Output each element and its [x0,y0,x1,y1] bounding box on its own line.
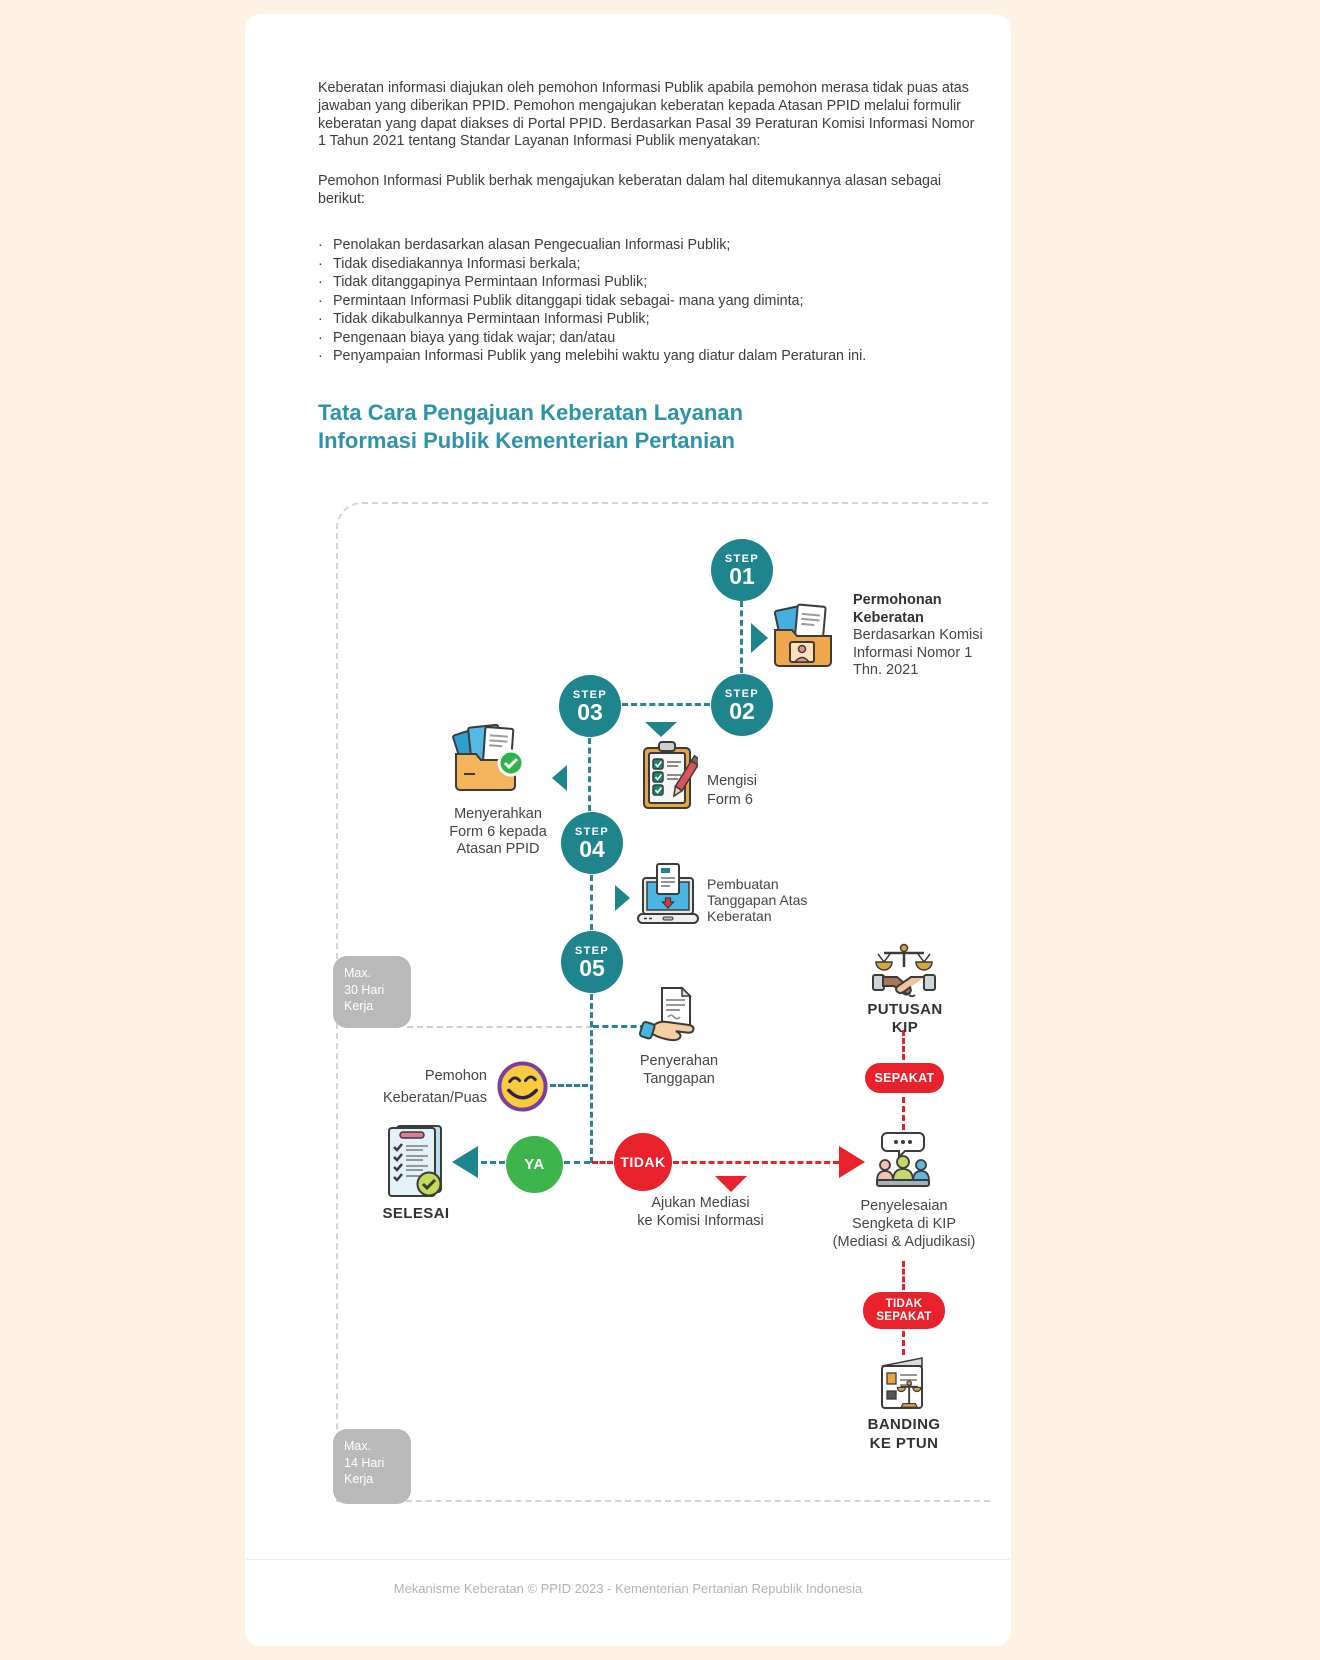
arrow-down-red-icon [715,1176,747,1192]
arrow-left-icon [452,1146,478,1178]
folder-documents-icon [770,602,836,670]
label-permohonan-keberatan: Permohonan Keberatan Berdasarkan Komisi Informasi Nomor 1 Thn. 2021 [853,592,983,678]
reason-list [318,236,986,366]
laptop-document-icon [636,862,700,928]
arrow-right-icon [751,623,768,653]
page-title [318,399,743,455]
mediation-meeting-icon [871,1131,935,1193]
duration-badge-14days: Max. 14 Hari Kerja [333,1429,411,1504]
bullet-icon: · [318,311,323,327]
bullet-icon: · [318,348,323,364]
step-circle-01: STEP 01 [711,539,773,601]
label-penyerahan-tanggapan: Penyerahan Tanggapan [639,1053,719,1087]
page-title-line2: Informasi Publik Kementerian Pertanian [318,428,735,453]
arrow-left-icon [552,765,567,791]
arrow-down-icon [645,722,677,737]
status-badge-tidak-sepakat: TIDAK SEPAKAT [863,1292,945,1329]
list-item: · Permintaan Informasi Publik ditanggapi tidak sebagai- mana yang diminta; [318,292,804,309]
label-penyelesaian-sengketa: Penyelesaian Sengketa di KIP (Mediasi & Adjudikasi) [832,1198,976,1250]
step-circle-04: STEP 04 [561,812,623,874]
decision-tidak: TIDAK [614,1133,672,1191]
connector-tidaksepakat-banding [902,1331,905,1355]
connector-sepakat-penyelesaian [902,1097,905,1130]
connector-step3-step2 [622,703,710,706]
label-putusan-kip: PUTUSAN KIP [867,1001,943,1036]
connector-tidak-right [673,1161,839,1164]
legal-document-scales-icon [872,1354,934,1414]
bullet-icon: · [318,329,323,346]
list-item: · Tidak disediakannya Informasi berkala; [318,255,581,272]
clipboard-checklist-icon [640,740,698,812]
connector-step1-step2 [740,601,743,673]
bullet-icon: · [318,255,323,272]
step-circle-03: STEP 03 [559,675,621,737]
step-circle-02: STEP 02 [711,674,773,736]
intro-paragraph-1: Keberatan informasi diajukan oleh pemohon Informasi Publik apabila pemohon merasa tidak puas atas jawaban yang diberikan PPID. Pemohon mengajukan keberatan kepada Atasan PPID melalui formulir keberatan yang dapat diakses di Portal PPID. Berdasarkan Pasal 39 Peraturan Komisi Informasi Nomor 1 Tahun 2021 tentang Standar Layanan Informasi Publik menyatakan: [318,80,975,150]
label-pemohon-puas: Pemohon Keberatan/Puas [383,1068,487,1106]
page-title-line1: Tata Cara Pengajuan Keberatan Layanan [318,400,744,425]
arrow-right-red-icon [839,1146,865,1178]
footer-divider [246,1559,1010,1560]
connector-step5-decision [590,994,593,1163]
connector-ya-right [564,1161,590,1164]
step-circle-05: STEP 05 [561,931,623,993]
label-mengisi-form: Mengisi Form 6 [707,773,757,808]
scales-handshake-icon [871,943,937,1005]
arrow-right-icon [615,885,630,911]
connector-tidak-left [592,1161,613,1164]
list-item: · Tidak dikabulkannya Permintaan Informasi Publik; [318,311,650,327]
connector-penyelesaian-tidaksepakat [902,1261,905,1290]
bullet-icon: · [318,237,323,253]
list-item: · Pengenaan biaya yang tidak wajar; dan/atau [318,329,616,346]
smiley-face-icon [496,1060,549,1113]
section-divider-line [407,1026,592,1028]
decision-ya: YA [506,1136,563,1193]
label-menyerahkan-form: Menyerahkan Form 6 kepada Atasan PPID [449,806,547,857]
intro-paragraph-2: Pemohon Informasi Publik berhak mengajukan keberatan dalam hal ditemukannya alasan sebagai berikut: [318,173,942,207]
submit-folder-check-icon [444,720,534,806]
bullet-icon: · [318,292,323,309]
connector-step3-step4 [588,738,591,811]
label-banding-ptun: BANDING KE PTUN [867,1416,941,1452]
label-ajukan-mediasi: Ajukan Mediasi ke Komisi Informasi [637,1195,764,1229]
list-item: · Penyampaian Informasi Publik yang melebihi waktu yang diatur dalam Peraturan ini. [318,348,867,364]
list-item: · Tidak ditanggapinya Permintaan Informasi Publik; [318,274,648,290]
duration-badge-30days: Max. 30 Hari Kerja [333,956,411,1028]
status-badge-sepakat: SEPAKAT [865,1063,944,1093]
connector-smiley [550,1084,588,1087]
label-selesai: SELESAI [382,1205,450,1222]
connector-ya-left [481,1161,505,1164]
bullet-icon: · [318,274,323,290]
connector-step4-step5 [590,875,593,930]
label-pembuatan-tanggapan: Pembuatan Tanggapan Atas Keberatan [707,876,808,924]
checklist-complete-icon [383,1122,447,1200]
hand-document-icon [638,986,700,1046]
list-item: · Penolakan berdasarkan alasan Pengecualian Informasi Publik; [318,237,731,253]
footer-text: Mekanisme Keberatan © PPID 2023 - Kementerian Pertanian Republik Indonesia [393,1581,863,1596]
